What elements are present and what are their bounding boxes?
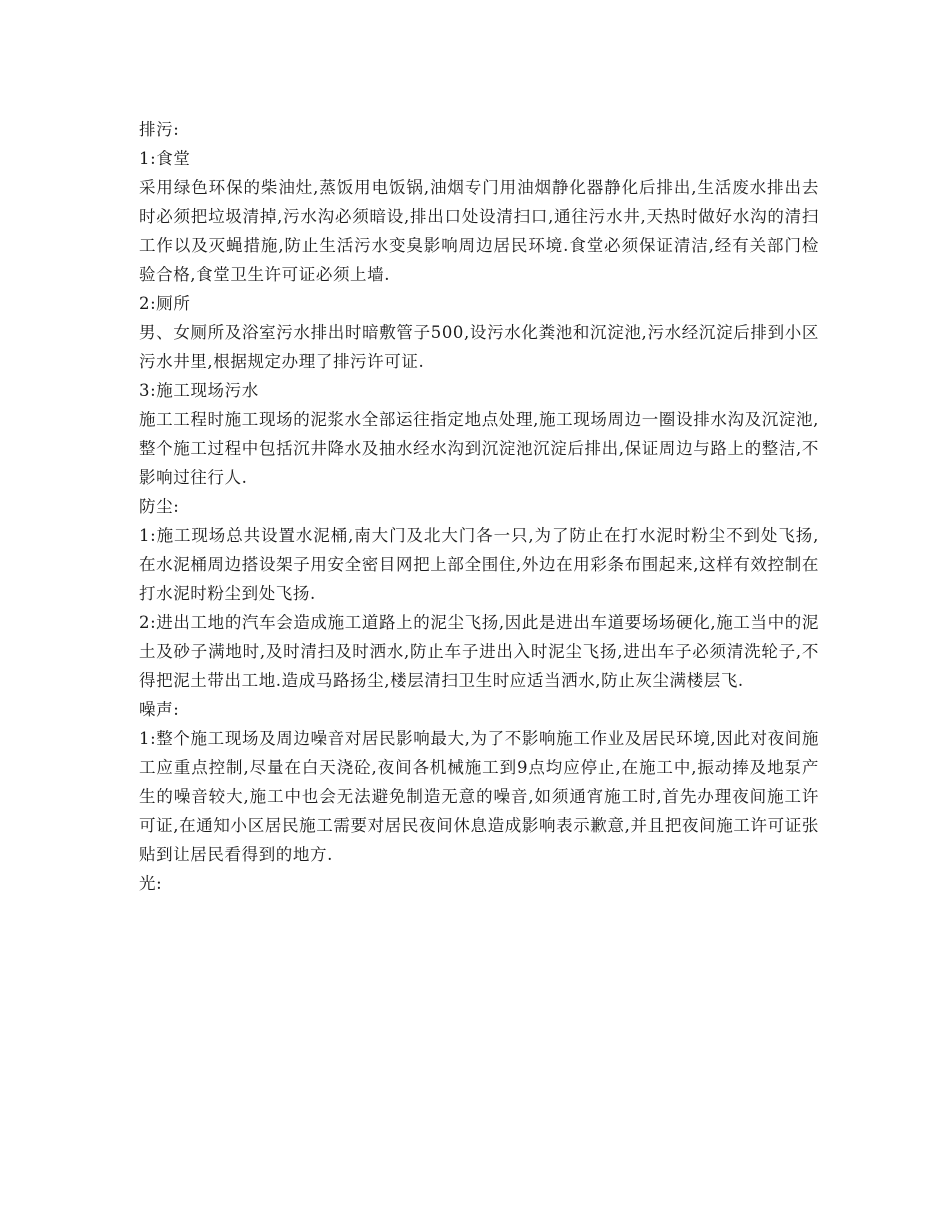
section-heading-dust: 防尘: xyxy=(139,497,180,516)
item-text-canteen: 采用绿色环保的柴油灶,蒸饭用电饭锅,油烟专门用油烟静化器静化后排出,生活废水排出去时必须把垃圾清掉,污水沟必须暗设,排出口处设清扫口,通往污水井,天热时做好水沟的清扫工作以及灭蝇措施,防止生活污水变臭影响周边居民环境.食堂必须保证清洁,经有关部门检验合格,食堂卫生许可证必须上墙. xyxy=(139,178,819,284)
item-title-site-sewage: 3:施工现场污水 xyxy=(139,381,259,400)
section-heading-light: 光: xyxy=(139,874,163,893)
item-text-dust-1: 1:施工现场总共设置水泥桶,南大门及北大门各一只,为了防止在打水泥时粉尘不到处飞扬,在水泥桶周边搭设架子用安全密目网把上部全围住,外边在用彩条布围起来,这样有效控制在打水泥时粉尘到处飞扬. xyxy=(139,526,819,603)
item-title-canteen: 1:食堂 xyxy=(139,149,191,168)
item-text-site-sewage: 施工工程时施工现场的泥浆水全部运往指定地点处理,施工现场周边一圈设排水沟及沉淀池,整个施工过程中包括沉井降水及抽水经水沟到沉淀池沉淀后排出,保证周边与路上的整洁,不影响过往行人. xyxy=(139,410,819,487)
item-text-toilet: 男、女厕所及浴室污水排出时暗敷管子500,设污水化粪池和沉淀池,污水经沉淀后排到小区污水井里,根据规定办理了排污许可证. xyxy=(139,323,819,371)
item-text-noise-1: 1:整个施工现场及周边噪音对居民影响最大,为了不影响施工作业及居民环境,因此对夜间施工应重点控制,尽量在白天浇砼,夜间各机械施工到9点均应停止,在施工中,振动捧及地泵产生的噪音较大,施工中也会无法避免制造无意的噪音,如须通宵施工时,首先办理夜间施工许可证,在通知小区居民施工需要对居民夜间休息造成影响表示歉意,并且把夜间施工许可证张贴到让居民看得到的地方. xyxy=(139,729,819,864)
document-body xyxy=(139,115,819,898)
item-title-toilet: 2:厕所 xyxy=(139,294,191,313)
section-heading-noise: 噪声: xyxy=(139,700,180,719)
section-heading-drainage: 排污: xyxy=(139,120,180,139)
item-text-dust-2: 2:进出工地的汽车会造成施工道路上的泥尘飞扬,因此是进出车道要场场硬化,施工当中的泥土及砂子满地时,及时清扫及时洒水,防止车子进出入时泥尘飞扬,进出车子必须清洗轮子,不得把泥土带出工地.造成马路扬尘,楼层清扫卫生时应适当洒水,防止灰尘满楼层飞. xyxy=(139,613,819,690)
